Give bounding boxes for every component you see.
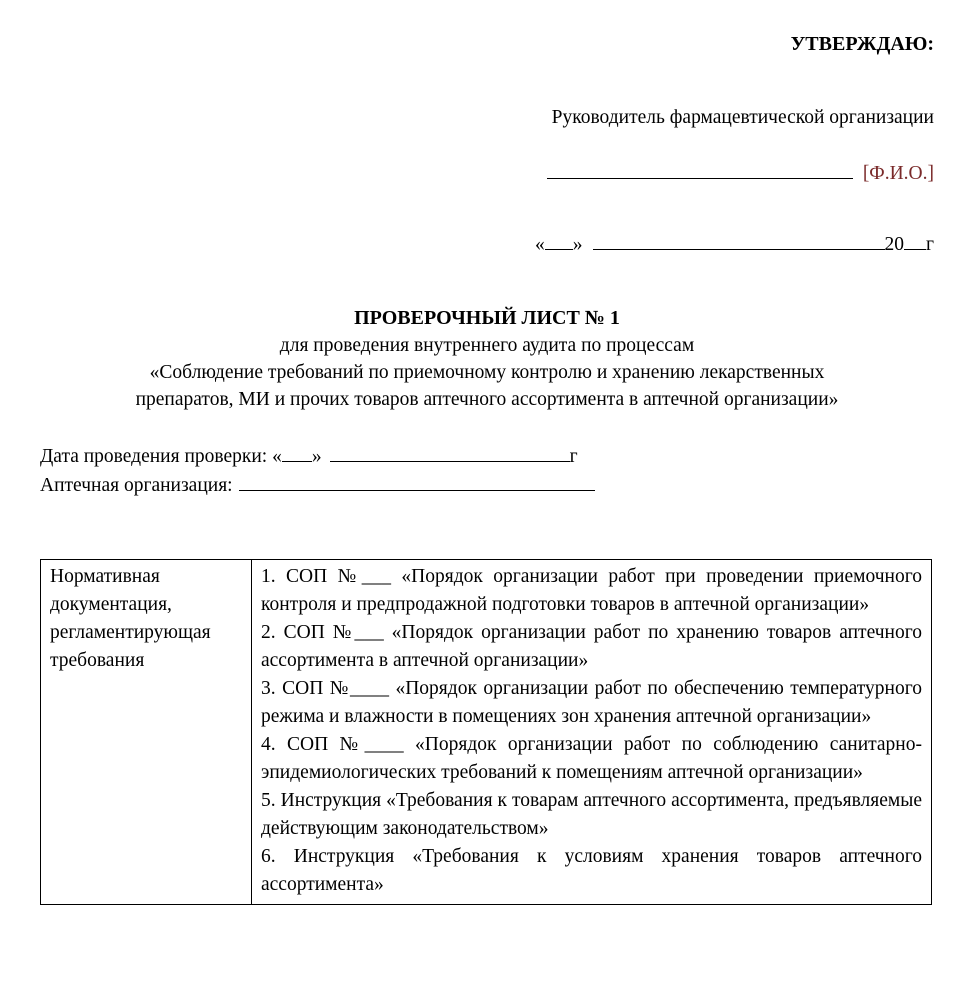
approval-role: Руководитель фармацевтической организации (551, 107, 934, 128)
date-close-quote: » (572, 234, 583, 255)
table-row (41, 560, 932, 905)
doc-item-5: 5. Инструкция «Требования к товарам аптечного ассортимента, предъявляемые действующим законодательством» (261, 790, 922, 839)
check-month-blank (330, 443, 570, 462)
heading-line-2: «Соблюдение требований по приемочному контролю и хранению лекарственных (149, 362, 825, 383)
approval-title: УТВЕРЖДАЮ: (790, 33, 934, 55)
doc-item-4: 4. СОП №____ «Порядок организации работ по соблюдению санитарно- эпидемиологических требований к помещениям аптечной организации» (261, 734, 922, 783)
doc-item-3: 3. СОП №____ «Порядок организации работ по обеспечению температурного режима и влажности в помещениях зон хранения аптечной организации» (261, 678, 922, 727)
year-prefix: 20 (884, 234, 904, 255)
pharmacy-org-label: Аптечная организация: (40, 475, 233, 496)
approval-date-line (535, 231, 934, 256)
signature-blank (547, 158, 853, 179)
heading-line-3: препаратов, МИ и прочих товаров аптечного ассортимента в аптечной организации» (135, 389, 839, 410)
name-placeholder: [Ф.И.О.] (862, 163, 934, 184)
signature-line (547, 158, 934, 185)
day-blank (545, 231, 573, 250)
check-info (40, 442, 595, 500)
month-blank (593, 231, 885, 250)
pharmacy-org-row (40, 471, 595, 500)
pharmacy-org-blank (239, 472, 595, 491)
doc-item-1: 1. СОП №___ «Порядок организации работ при проведении приемочного контроля и предпродажной подготовки товаров в аптечной организации» (261, 566, 922, 615)
heading-line-1: для проведения внутреннего аудита по процессам (279, 335, 695, 356)
check-date-label: Дата проведения проверки: « (40, 446, 282, 467)
doc-item-6: 6. Инструкция «Требования к условиям хранения товаров аптечного ассортимента» (261, 846, 922, 895)
check-date-suffix: г (569, 446, 578, 467)
check-date-row (40, 442, 595, 471)
document-heading (0, 305, 962, 413)
date-open-quote: « (535, 234, 545, 255)
normative-docs-table (40, 559, 932, 905)
check-date-close: » (311, 446, 322, 467)
doc-item-2: 2. СОП №___ «Порядок организации работ по хранению товаров аптечного ассортимента в аптечной организации» (261, 622, 922, 671)
check-day-blank (282, 443, 312, 462)
normative-docs-list (252, 560, 932, 905)
document-title: ПРОВЕРОЧНЫЙ ЛИСТ № 1 (354, 307, 620, 329)
year-blank (904, 231, 926, 250)
normative-docs-header: Нормативная документация, регламентирующая требования (41, 560, 252, 905)
year-suffix: г (926, 234, 934, 255)
